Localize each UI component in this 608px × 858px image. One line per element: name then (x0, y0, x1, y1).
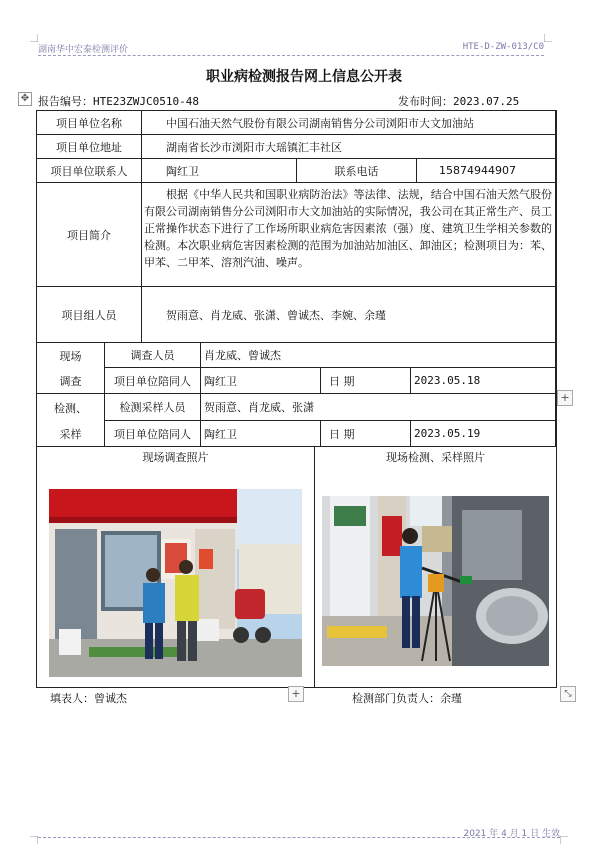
department-head-label: 检测部门负责人： (352, 692, 440, 705)
crop-mark-bottom-left (30, 836, 38, 844)
report-number-label: 报告编号： (38, 95, 93, 108)
survey-accomp-value: 陶红卫 (201, 368, 321, 394)
survey-group-label-top: 现场 (37, 343, 105, 368)
photo-left-label: 现场调查照片 (142, 451, 209, 464)
report-number-value: HTE23ZWJC0510-48 (93, 95, 199, 108)
unit-name-value: 中国石油天然气股份有限公司湖南销售分公司浏阳市大文加油站 (142, 111, 556, 135)
sample-staff-value: 贺雨意、肖龙威、张潇 (201, 394, 556, 421)
phone-value: 15874944907 (417, 159, 556, 183)
add-column-plus-icon[interactable]: + (557, 390, 573, 406)
contact-value: 陶红卫 (142, 159, 297, 183)
header-company: 湖南华中宏泰检测评价 (38, 45, 129, 55)
filler (50, 690, 127, 706)
address-label: 项目单位地址 (37, 135, 142, 159)
publish-date-value: 2023.07.25 (453, 95, 520, 108)
department-head (352, 690, 462, 706)
crop-mark-top-right (544, 34, 552, 42)
sample-accomp-value: 陶红卫 (201, 421, 321, 447)
footer-divider (38, 837, 560, 838)
report-number (38, 93, 199, 109)
sampling-photo-image (322, 496, 549, 666)
header-doc-code: HTE-D-ZW-013/C0 (462, 42, 544, 52)
members-label: 项目组人员 (37, 287, 142, 343)
intro-label: 项目简介 (37, 183, 142, 287)
sample-group-label-top: 检测、 (37, 394, 105, 421)
department-head-value: 余瑾 (440, 692, 462, 705)
site-survey-photo (49, 489, 302, 677)
site-survey-photo-image (49, 489, 302, 677)
survey-staff-label: 调查人员 (105, 343, 201, 368)
contact-label: 项目单位联系人 (37, 159, 142, 183)
survey-group-label-bottom: 调查 (37, 368, 105, 394)
sample-staff-label: 检测采样人员 (105, 394, 201, 421)
address-value: 湖南省长沙市浏阳市大瑶镇汇丰社区 (142, 135, 556, 159)
survey-staff-value: 肖龙威、曾诚杰 (201, 343, 556, 368)
publish-date-label: 发布时间： (398, 95, 453, 108)
sample-date-value: 2023.05.19 (411, 421, 556, 447)
survey-accomp-label: 项目单位陪同人 (105, 368, 201, 394)
sampling-photo (322, 496, 549, 666)
filler-label: 填表人： (50, 692, 94, 705)
effective-date-note: 2021 年 4 月 1 日 生效 (463, 829, 560, 839)
header-divider (38, 55, 544, 56)
crop-mark-top-left (30, 34, 38, 42)
sample-group-label-bottom: 采样 (37, 421, 105, 447)
survey-date-value: 2023.05.18 (411, 368, 556, 394)
page-title: 职业病检测报告网上信息公开表 (206, 69, 402, 85)
unit-name-label: 项目单位名称 (37, 111, 142, 135)
table-resize-handle-icon[interactable]: ⤡ (560, 686, 576, 702)
members-value: 贺雨意、肖龙威、张潇、曾诚杰、李婉、余瑾 (142, 287, 556, 343)
sample-date-label: 日 期 (321, 421, 411, 447)
crop-mark-bottom-right (560, 836, 568, 844)
publish-date (398, 93, 519, 109)
add-row-plus-icon[interactable]: + (288, 686, 304, 702)
intro-text: 根据《中华人民共和国职业病防治法》等法律、法规，结合中国石油天然气股份有限公司湖南销售分公司浏阳市大文加油站的实际情况，我公司在其正常生产、员工正常操作状态下进行了工作场所职业病危害因素浓（强）度、建筑卫生学相关参数的检测。本次职业病危害因素检测的范围为加油站加油区、卸油区；检测项目为：苯、甲苯、二甲苯、溶剂汽油、噪声。 (144, 188, 552, 269)
filler-value: 曾诚杰 (94, 692, 127, 705)
sample-accomp-label: 项目单位陪同人 (105, 421, 201, 447)
photo-right-label: 现场检测、采样照片 (386, 451, 485, 464)
phone-label: 联系电话 (297, 159, 417, 183)
table-move-handle-icon[interactable]: ✥ (18, 92, 32, 106)
survey-date-label: 日 期 (321, 368, 411, 394)
intro-cell (142, 183, 556, 287)
